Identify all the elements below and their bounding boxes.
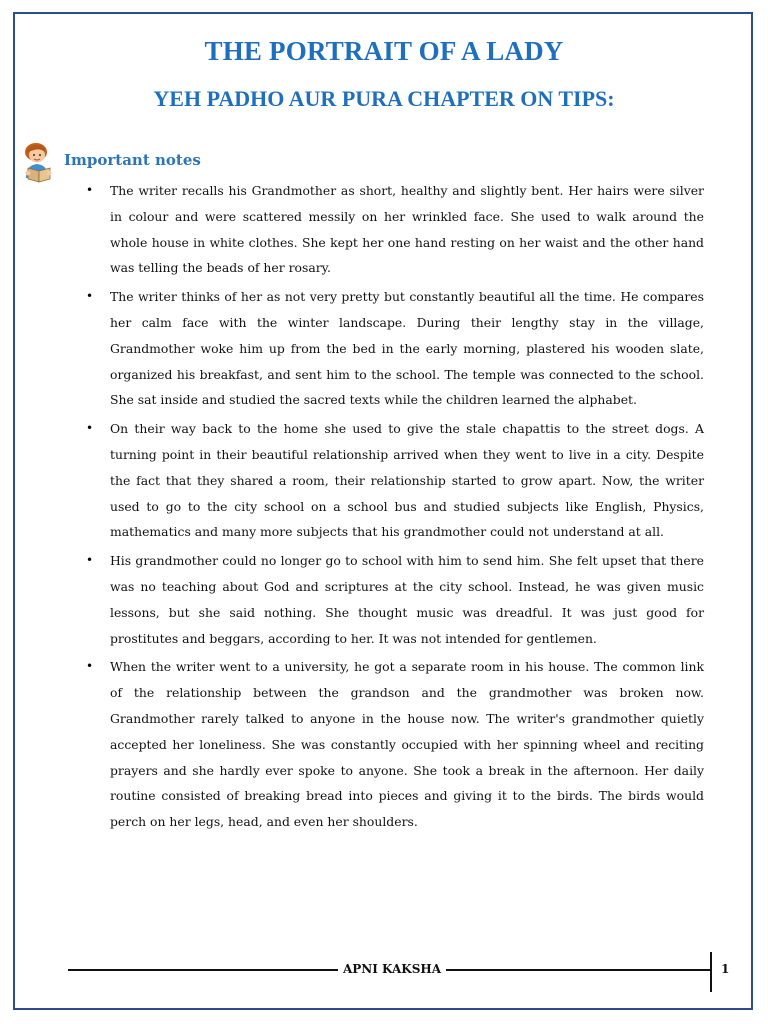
notes-list [86, 178, 704, 838]
note-text: The writer recalls his Grandmother as short, healthy and slightly bent. Her hairs were silver in colour and were scattered messily on her wrinkled face. She used to walk around the whole house in white clothes. She kept her one hand resting on her waist and the other hand was telling the beads of her rosary. [110, 183, 704, 276]
bullet-icon: • [86, 183, 94, 197]
document-title: THE PORTRAIT OF A LADY [204, 36, 564, 66]
list-item [86, 178, 704, 281]
list-item [86, 416, 704, 545]
bullet-icon: • [86, 659, 94, 674]
list-item [86, 548, 704, 651]
document-subtitle: YEH PADHO AUR PURA CHAPTER ON TIPS: [153, 86, 615, 111]
list-item [86, 654, 704, 835]
reading-boy-icon [18, 140, 60, 184]
note-text: On their way back to the home she used to give the stale chapattis to the street dogs. A turning point in their beautiful relationship arrived when they went to live in a city. Despite the fact that they shared a room, their relationship started to grow apart. Now, the writer used to go to the city school on a school bus and studied subjects like English, Physics, mathematics and many more subjects that his grandmother could not understand at all. [110, 421, 704, 540]
page-number: 1 [721, 962, 730, 976]
section-heading: Important notes [64, 151, 201, 169]
footer-rule-left [68, 969, 338, 971]
note-text: When the writer went to a university, he got a separate room in his house. The common link of the relationship between the grandson and the grandmother was broken now. Grandmother rarely talked to anyone in the house now. The writer's grandmother quietly accepted her loneliness. She was constantly occupied with her spinning wheel and reciting prayers and she hardly ever spoke to anyone. She took a break in the afternoon. Her daily routine consisted of breaking bread into pieces and giving it to the birds. The birds would perch on her legs, head, and even her shoulders. [110, 659, 704, 830]
list-item [86, 284, 704, 413]
bullet-icon: • [86, 421, 94, 436]
note-text: The writer thinks of her as not very pretty but constantly beautiful all the time. He compares her calm face with the winter landscape. During their lengthy stay in the village, Grandmother woke him up from the bed in the early morning, plastered his wooden slate, organized his breakfast, and sent him to the school. The temple was connected to the school. She sat inside and studied the sacred texts while the children learned the alphabet. [110, 289, 704, 408]
footer-divider [710, 952, 712, 992]
bullet-icon: • [86, 289, 94, 304]
footer-label: APNI KAKSHA [342, 962, 442, 976]
bullet-icon: • [86, 553, 94, 568]
footer-rule-right [446, 969, 710, 971]
note-text: His grandmother could no longer go to school with him to send him. She felt upset that there was no teaching about God and scriptures at the city school. Instead, he was given music lessons, but she said nothing. She thought music was dreadful. It was just good for prostitutes and beggars, according to her. It was not intended for gentlemen. [110, 553, 704, 646]
